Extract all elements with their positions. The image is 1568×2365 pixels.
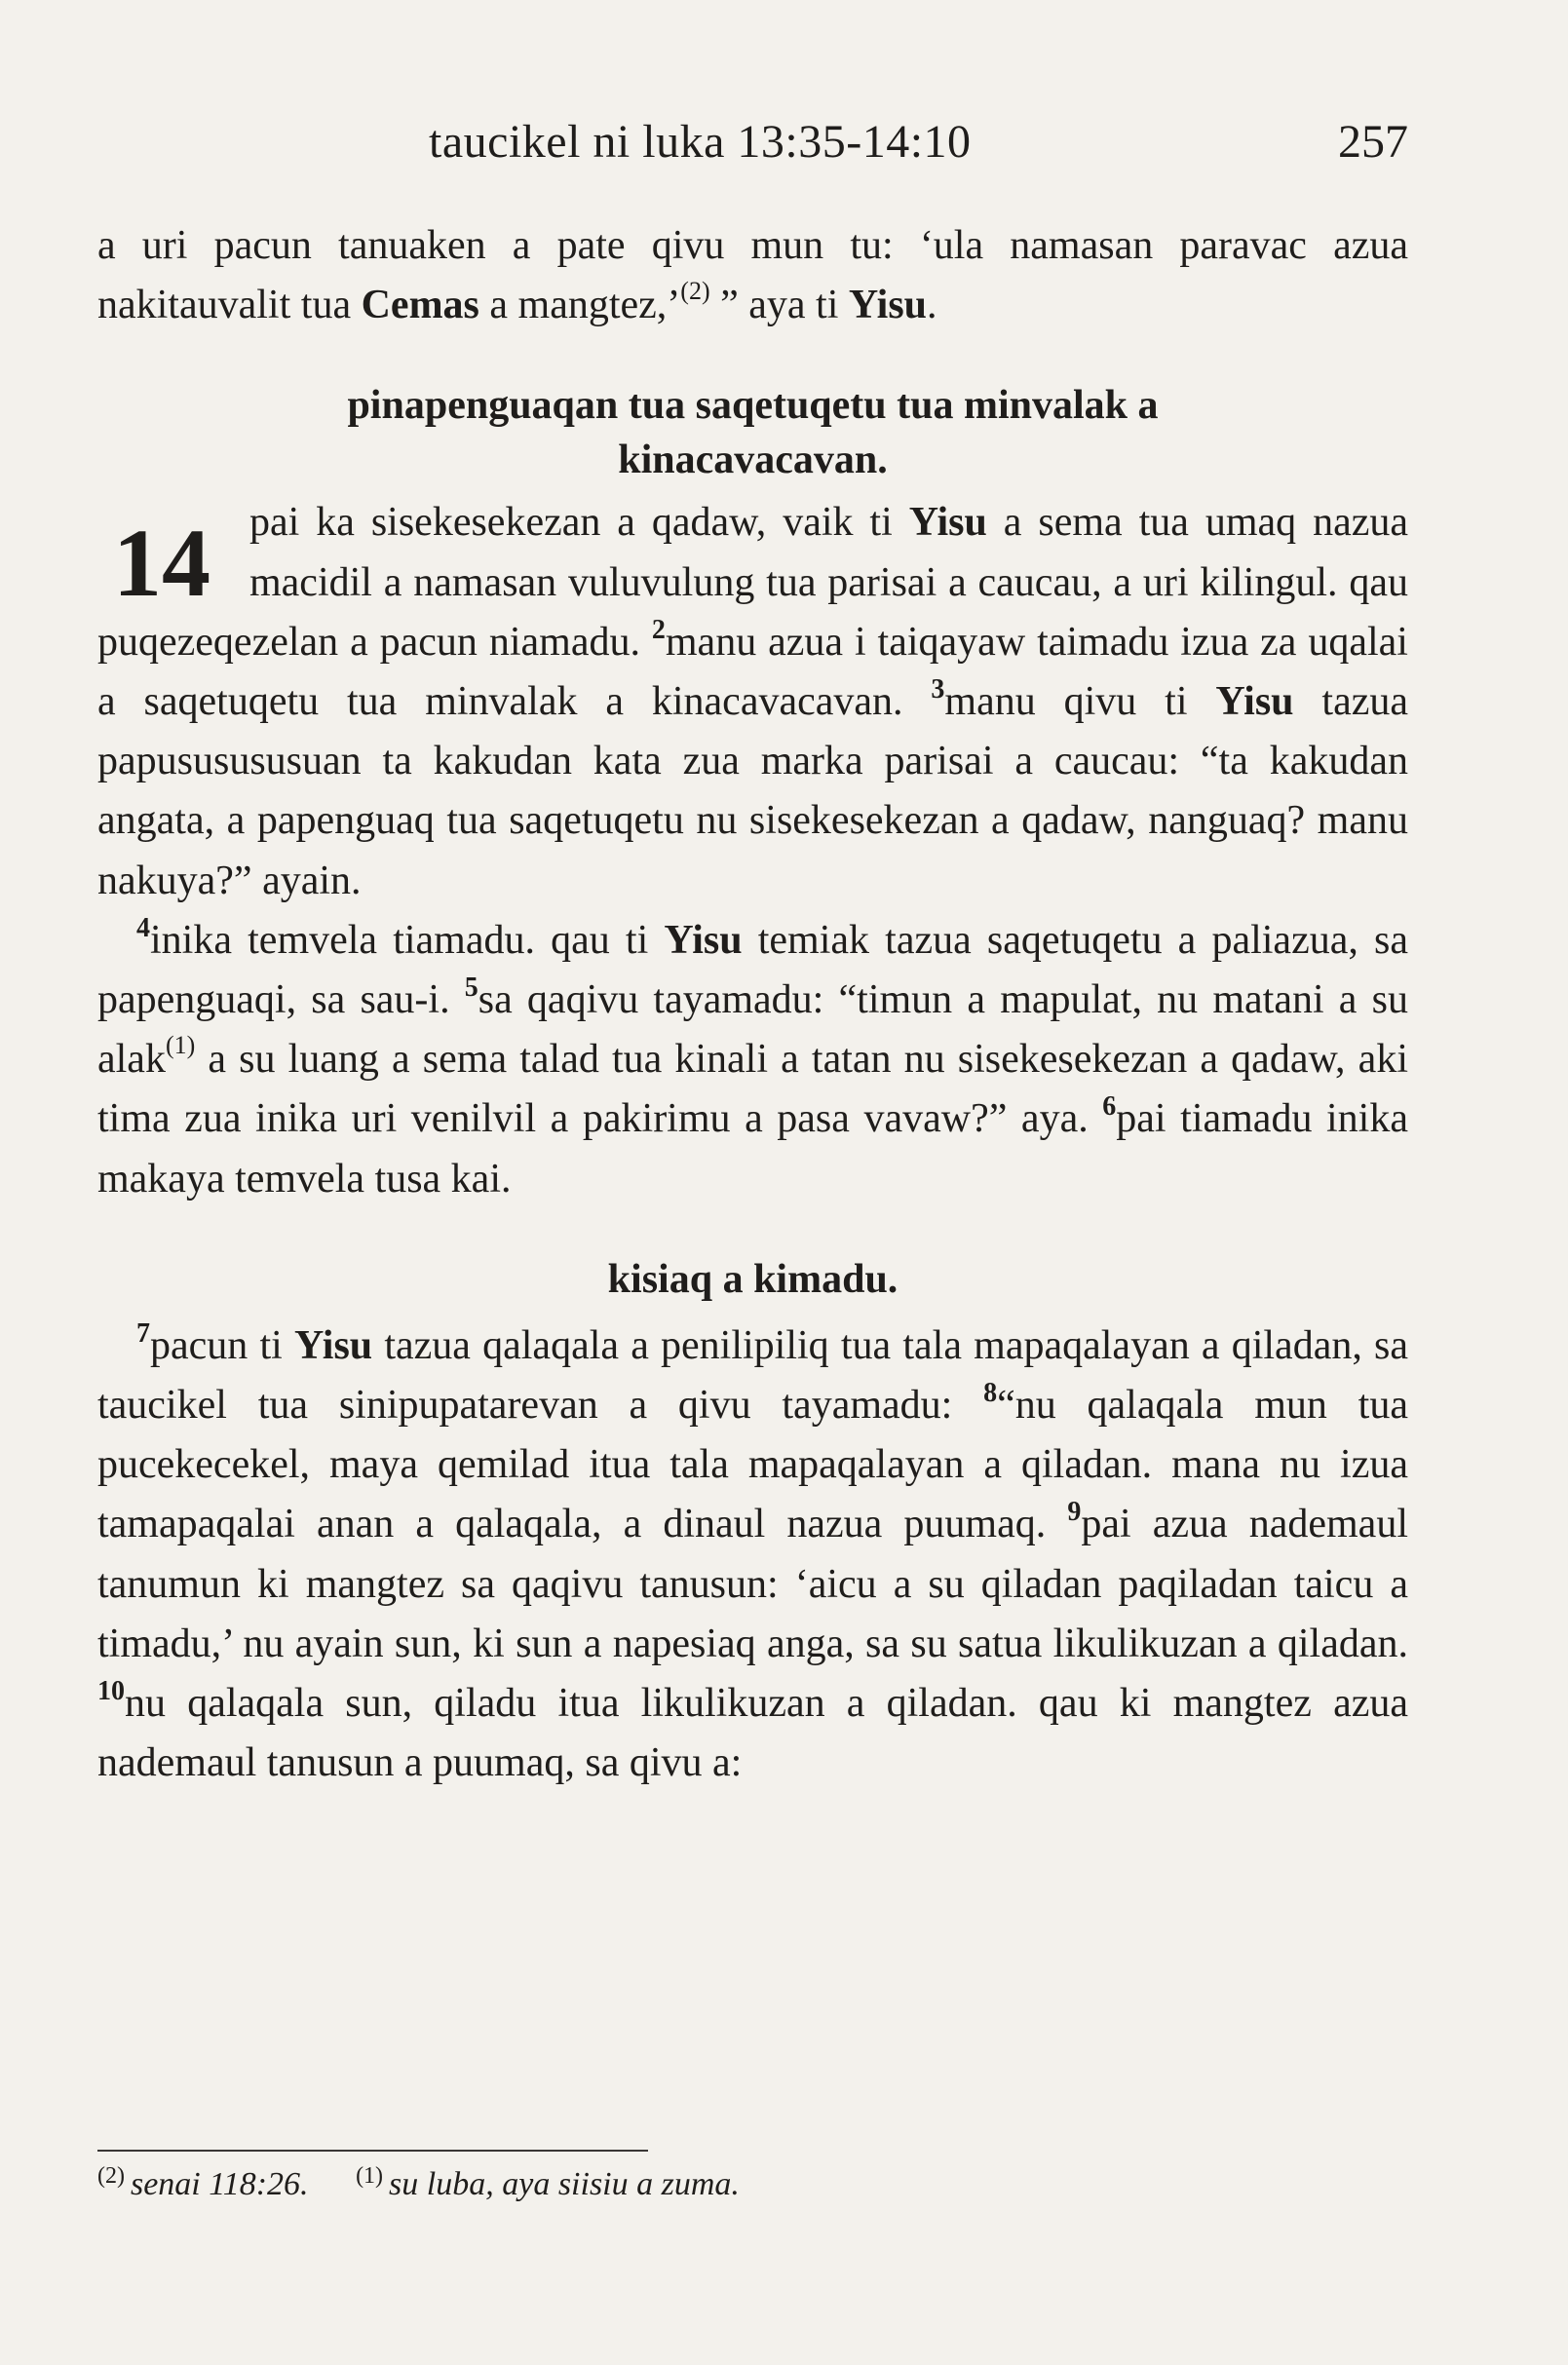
text-run: pai ka sisekesekezan a qadaw, vaik ti xyxy=(249,500,909,546)
text-run: sa qaqivu tayamadu: “timun a mapulat, nu matani a su alak xyxy=(97,977,1408,1083)
paragraph xyxy=(97,1316,1408,1794)
heading-line: kisiaq a kimadu. xyxy=(607,1256,899,1302)
chapter-number: 14 xyxy=(113,509,210,618)
footnote xyxy=(356,2163,740,2206)
text-run: inika temvela tiamadu. qau ti xyxy=(150,917,665,963)
footnote xyxy=(97,2163,309,2206)
bold-name: Yisu xyxy=(664,917,743,963)
footnote-text: su luba, aya siisiu a zuma. xyxy=(389,2166,740,2202)
text-run: a su luang a sema talad tua kinali a tatan nu sisekesekezan a qadaw, aki tima zua inika uri venilvil a pakirimu a pasa vavaw?” aya. xyxy=(97,1037,1408,1142)
verse-number: 4 xyxy=(136,912,150,943)
section-heading xyxy=(97,1252,1408,1307)
text-run: pai tiamadu inika makaya temvela tusa kai. xyxy=(97,1096,1408,1202)
text-run: pacun ti xyxy=(150,1322,294,1368)
bold-name: Cemas xyxy=(361,283,479,328)
footnotes xyxy=(97,2163,1408,2206)
text-run: temiak tazua saqetuqetu a paliazua, sa papenguaqi, sa sau-i. xyxy=(97,917,1408,1023)
footnote-ref: (1) xyxy=(165,1031,196,1060)
verse-number: 10 xyxy=(97,1676,125,1707)
bold-name: Yisu xyxy=(908,500,987,546)
intro-paragraph xyxy=(97,216,1408,335)
text-run: “nu qalaqala mun tua pucekecekel, maya qemilad itua tala mapaqalayan a qiladan. mana nu izua tamapaqalai anan a qalaqala, a dinaul nazua puumaq. xyxy=(97,1383,1408,1547)
text-run: nu qalaqala sun, qiladu itua likulikuzan a qiladan. qau ki mangtez azua nademaul tanusun a puumaq, sa qivu a: xyxy=(97,1681,1408,1786)
heading-line: pinapenguaqan tua saqetuqetu tua minvalak a xyxy=(347,383,1159,429)
page-number: 257 xyxy=(1338,116,1408,168)
running-title: taucikel ni luka 13:35-14:10 xyxy=(429,116,972,168)
verse-number: 6 xyxy=(1102,1091,1117,1123)
text-run: manu azua i taiqayaw taimadu izua za uqalai a saqetuqetu tua minvalak a kinacavacavan. xyxy=(97,619,1408,725)
footnote-text: senai 118:26. xyxy=(130,2166,309,2202)
text-run: a sema tua umaq nazua macidil a namasan vuluvulung tua parisai a caucau, a uri kilingul. qau puqezeqezelan a pacun niamadu. xyxy=(97,500,1408,665)
paragraph xyxy=(97,493,1408,910)
verse-number: 2 xyxy=(651,614,666,645)
text-run: manu qivu ti xyxy=(944,679,1216,725)
text-run: a uri pacun tanuaken a pate qivu mun tu: ‘ula namasan paravac azua nakitauvalit tua xyxy=(97,223,1408,328)
verse-number: 7 xyxy=(136,1317,150,1349)
text-run: a mangtez,’ xyxy=(478,283,681,328)
bold-name: Yisu xyxy=(294,1322,373,1368)
page-header xyxy=(97,115,1408,173)
verse-number: 3 xyxy=(931,674,945,706)
chapter-block xyxy=(97,493,1408,910)
bold-name: Yisu xyxy=(1215,679,1294,725)
paragraph xyxy=(97,911,1408,1209)
text-run: . xyxy=(927,283,937,328)
text-run: pai azua nademaul tanumun ki mangtez sa qaqivu tanusun: ‘aicu a su qiladan paqiladan taicu a timadu,’ nu ayain sun, ki sun a napesiaq anga, sa su satua likulikuzan a qiladan. xyxy=(97,1502,1408,1666)
text-run: tazua papususususuan ta kakudan kata zua marka parisai a caucau: “ta kakudan angata, a papenguaq tua saqetuqetu nu sisekesekezan a qadaw, nanguaq? manu nakuya?” ayain. xyxy=(97,679,1409,903)
verse-number: 9 xyxy=(1067,1497,1082,1528)
bold-name: Yisu xyxy=(848,283,928,328)
text-run: ” aya ti xyxy=(709,283,849,328)
footnote-mark: (1) xyxy=(356,2162,384,2189)
text-run: tazua qalaqala a penilipiliq tua tala mapaqalayan a qiladan, sa taucikel tua sinipupatarevan a qivu tayamadu: xyxy=(97,1322,1409,1429)
section-heading xyxy=(97,378,1408,487)
footnote-ref: (2) xyxy=(680,277,710,306)
heading-line: kinacavacavan. xyxy=(618,438,888,483)
footnote-divider xyxy=(97,2150,648,2152)
verse-number: 5 xyxy=(464,973,478,1004)
footnote-mark: (2) xyxy=(97,2162,125,2189)
verse-number: 8 xyxy=(983,1378,998,1409)
main-text xyxy=(97,216,1408,1793)
